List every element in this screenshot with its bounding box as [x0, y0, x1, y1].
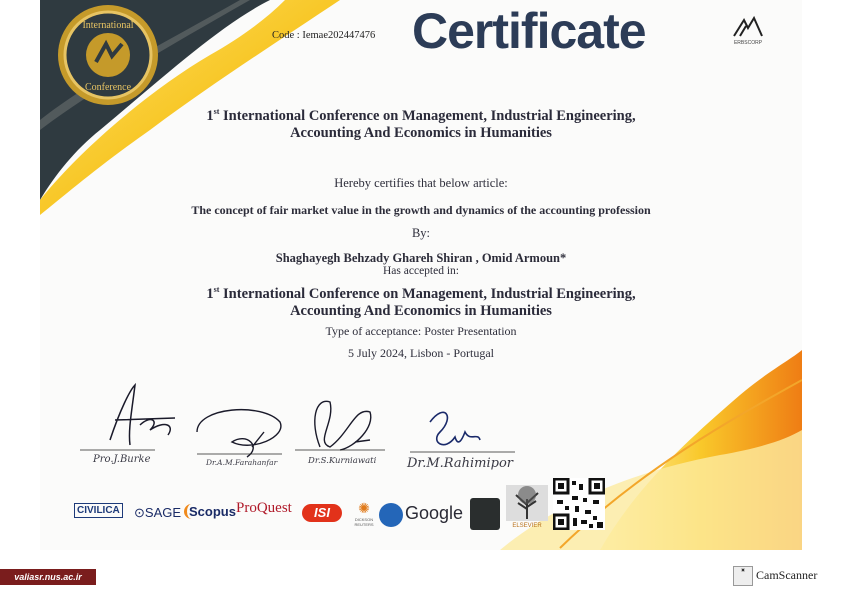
dark-square-logo-icon — [470, 498, 500, 530]
hereby-text: Hereby certifies that below article: — [334, 176, 508, 190]
conference-heading-top — [40, 103, 802, 142]
blue-circle-logo-icon — [379, 503, 403, 527]
seal-top-text: International — [82, 20, 134, 31]
certificate-title: Certificate — [412, 3, 646, 59]
seal-icon — [58, 5, 158, 105]
elsevier-text: ELSEVIER — [512, 523, 542, 529]
signature-rahimipor — [400, 402, 520, 457]
conference-ordinal-sup-2: st — [213, 285, 220, 294]
footer-source-label: valiasr.nus.ac.ir — [0, 569, 96, 585]
signature-name-burke: Pro.J.Burke — [93, 454, 151, 465]
conference-line2: Accounting And Economics in Humanities — [290, 124, 552, 141]
brand-text: ERBSCORP — [733, 40, 763, 46]
camscanner-icon: ▣ — [733, 566, 753, 586]
certificate-code: Code : Iemae202447476 — [272, 30, 376, 41]
acceptance-type: Type of acceptance: Poster Presentation — [325, 324, 517, 338]
scopus-logo: Scopus — [184, 504, 236, 519]
elsevier-logo — [506, 485, 548, 531]
civilica-logo: CIVILICA — [74, 503, 123, 518]
accepted-text: Has accepted in: — [383, 265, 459, 277]
sage-text: SAGE — [144, 505, 182, 520]
authors: Shaghayegh Behzady Ghareh Shiran , Omid Armoun* — [275, 251, 567, 265]
brand-mark-icon — [730, 14, 766, 38]
dickson-icon: ✺ — [358, 500, 370, 516]
brand-logo — [730, 14, 766, 46]
signature-burke — [80, 380, 190, 460]
conference-ordinal: 1 — [206, 107, 214, 124]
isi-logo: ISI — [302, 504, 342, 522]
dickson-text: DICKSON REUTERS — [354, 517, 374, 527]
qr-code-icon — [553, 478, 605, 530]
date-place: 5 July 2024, Lisbon - Portugal — [348, 346, 494, 360]
article-title: The concept of fair market value in the growth and dynamics of the accounting profession — [191, 203, 651, 217]
conference-line2-2: Accounting And Economics in Humanities — [290, 302, 552, 319]
camscanner-label: CamScanner — [756, 568, 818, 582]
google-logo: Google — [405, 503, 464, 523]
conference-ordinal-sup: st — [213, 107, 220, 116]
elsevier-tree-icon — [506, 485, 548, 521]
proquest-logo: ProQuest — [236, 500, 292, 516]
conference-line1-2: International Conference on Management, Industrial Engineering, — [219, 285, 636, 302]
dickson-logo — [350, 500, 378, 527]
conference-ordinal-2: 1 — [206, 285, 214, 302]
signature-farahanfar — [192, 402, 287, 462]
signature-name-kurniawati: Dr.S.Kurniawati — [308, 456, 377, 466]
signature-name-farahanfar: Dr.A.M.Farahanfar — [206, 458, 278, 467]
by-text: By: — [411, 226, 431, 240]
sage-logo — [134, 505, 181, 521]
conference-line1: International Conference on Management, Industrial Engineering, — [219, 107, 636, 124]
signature-name-rahimipor: Dr.M.Rahimipor — [407, 456, 513, 471]
seal-bottom-text: Conference — [84, 82, 132, 93]
conference-heading-bottom — [40, 281, 802, 320]
sage-icon: ⊙ — [134, 505, 145, 520]
signature-kurniawati — [295, 392, 390, 462]
